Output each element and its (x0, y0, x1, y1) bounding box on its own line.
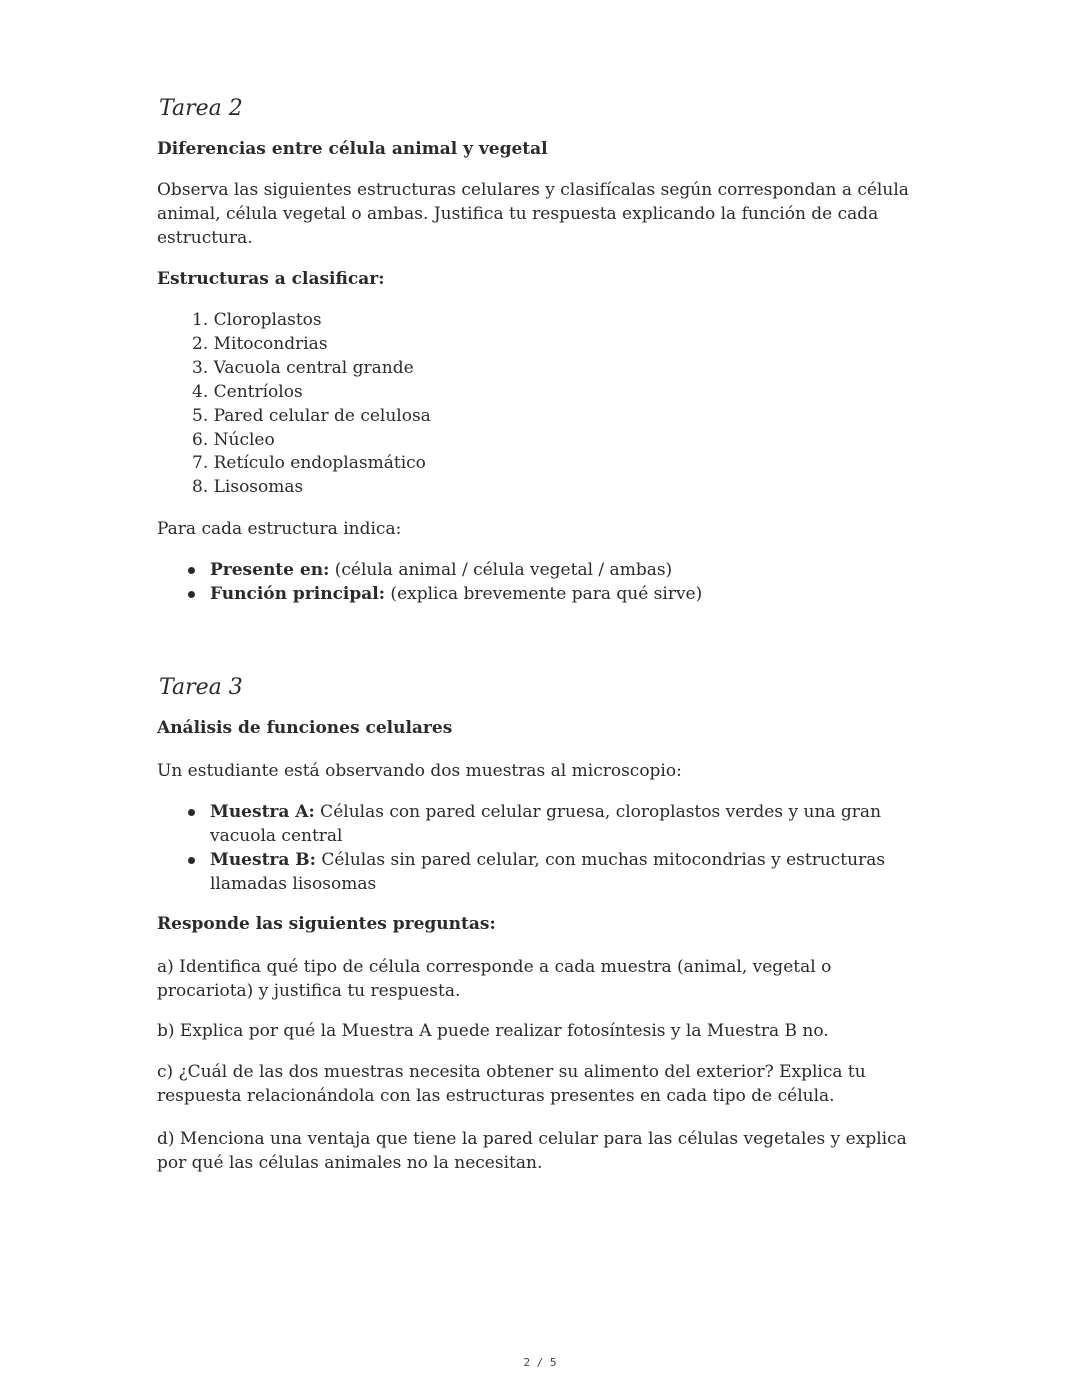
list-item (157, 582, 927, 606)
list-item: 6. Núcleo (192, 429, 275, 450)
bullet-label: Presente en: (210, 560, 330, 580)
structures-heading: Estructuras a clasificar: (157, 269, 385, 289)
list-item: 5. Pared celular de celulosa (192, 405, 431, 426)
list-item: 3. Vacuola central grande (192, 357, 414, 378)
bullet-text: (célula animal / célula vegetal / ambas) (329, 560, 673, 580)
list-item (157, 848, 927, 896)
sample-label: Muestra A: (210, 802, 315, 822)
list-item: 2. Mitocondrias (192, 333, 328, 354)
page-number: 2 / 5 (523, 1356, 557, 1369)
bullet-icon (188, 809, 195, 816)
task-2-subtitle: Diferencias entre célula animal y vegetal (157, 139, 548, 159)
bullet-icon (188, 567, 195, 574)
list-item: 1. Cloroplastos (192, 310, 322, 330)
task-3-subtitle: Análisis de funciones celulares (157, 718, 453, 738)
questions-heading: Responde las siguientes preguntas: (157, 914, 496, 934)
list-item (157, 800, 927, 848)
list-item: 4. Centríolos (192, 381, 303, 402)
question-d: d) Menciona una ventaja que tiene la pared celular para las células vegetales y explica por qué las células animales no la necesitan. (157, 1129, 907, 1173)
question-c: c) ¿Cuál de las dos muestras necesita obtener su alimento del exterior? Explica tu respuesta relacionándola con las estructuras presentes en cada tipo de célula. (157, 1062, 866, 1106)
task-3-title: Tarea 3 (159, 675, 243, 700)
list-item (157, 558, 927, 582)
bullet-icon (188, 591, 195, 598)
sample-text: Células sin pared celular, con muchas mitocondrias y estructuras llamadas lisosomas (210, 850, 886, 894)
list-item: 8. Lisosomas (192, 477, 304, 498)
question-a: a) Identifica qué tipo de célula corresponde a cada muestra (animal, vegetal o procariota) y justifica tu respuesta. (157, 957, 832, 1001)
question-b: b) Explica por qué la Muestra A puede realizar fotosíntesis y la Muestra B no. (157, 1021, 829, 1041)
structures-list (157, 309, 431, 500)
sample-text: Células con pared celular gruesa, cloroplastos verdes y una gran vacuola central (210, 802, 882, 846)
task-2-title: Tarea 2 (159, 96, 243, 121)
bullet-label: Función principal: (210, 584, 386, 604)
task-3-intro: Un estudiante está observando dos muestras al microscopio: (157, 761, 682, 781)
bullet-icon (188, 857, 195, 864)
list-item: 7. Retículo endoplasmático (192, 453, 426, 474)
samples-list (157, 800, 927, 896)
task-2-intro: Observa las siguientes estructuras celulares y clasifícalas según correspondan a célula animal, célula vegetal o ambas. Justifica tu respuesta explicando la función de cada estructura. (157, 180, 909, 248)
task-2-bullets (157, 558, 927, 606)
bullet-text: (explica brevemente para qué sirve) (385, 584, 703, 604)
task-2-instruction: Para cada estructura indica: (157, 519, 402, 539)
sample-label: Muestra B: (210, 850, 316, 870)
